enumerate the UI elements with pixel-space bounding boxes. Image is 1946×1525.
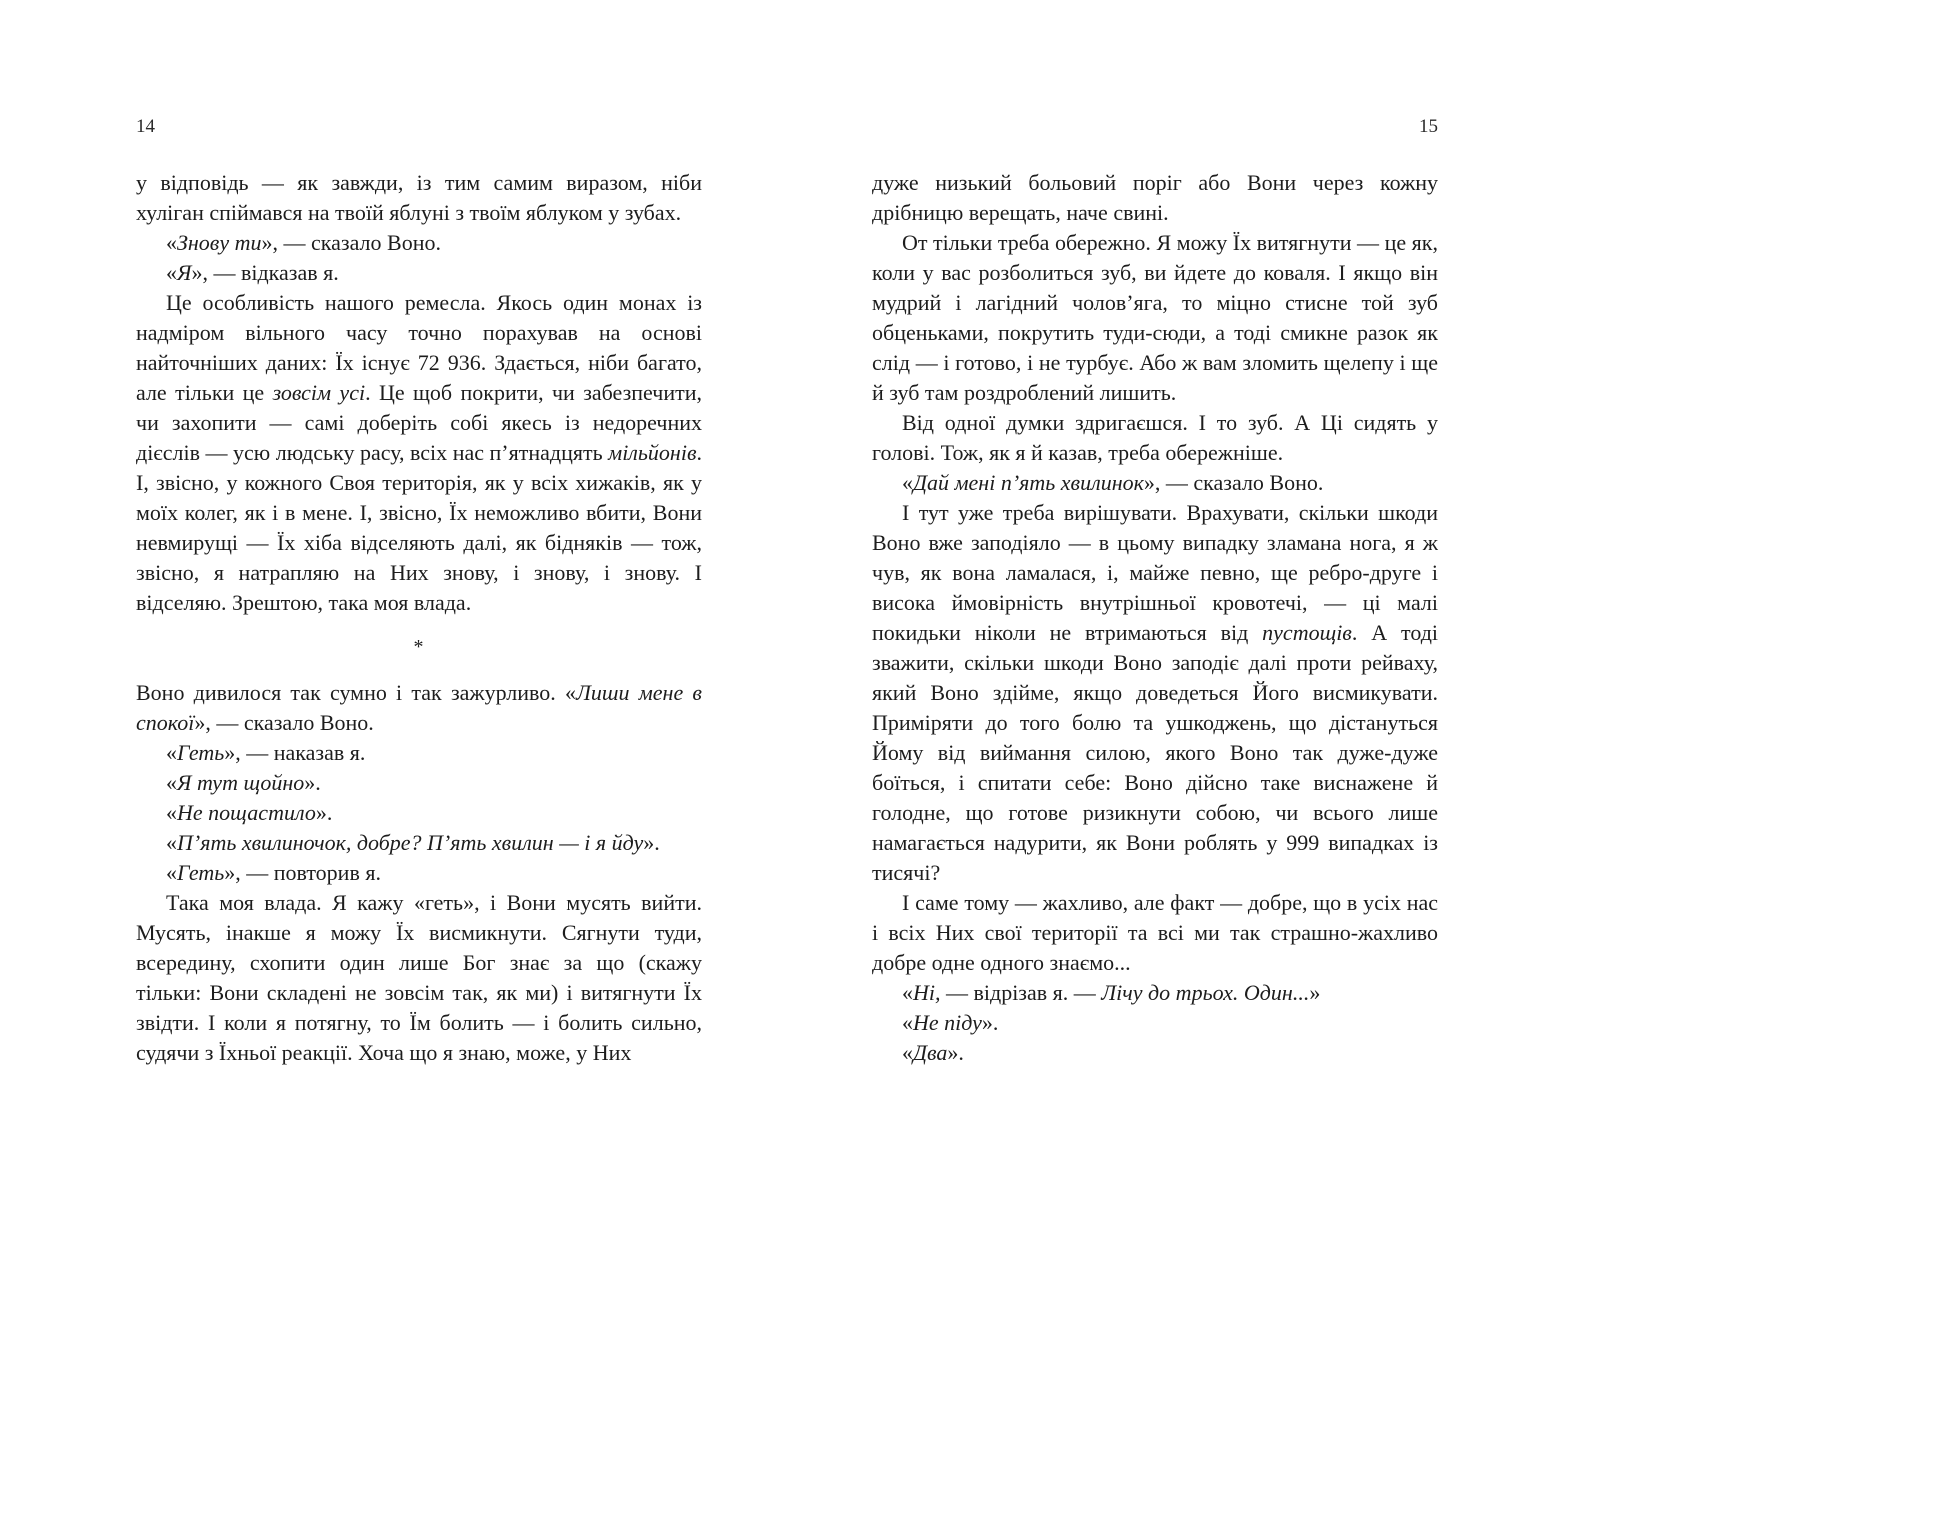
text-run-italic: Знову ти [177,230,262,255]
paragraph [136,858,702,888]
paragraph [872,498,1438,888]
paragraph [872,978,1438,1008]
text-run: * [413,636,425,658]
text-run: « [902,1010,913,1035]
text-run-italic: Геть [177,860,225,885]
text-run: », — відказав я. [191,260,339,285]
text-run-italic: Я [177,260,192,285]
text-run: ». [643,830,660,855]
text-run: . А тоді зважити, скільки шкоди Воно заподіє далі проти рейваху, який Воно здійме, якщо доведеться Його висмикувати. Приміряти до того болю та ушкоджень, що дістануться Йому від виймання силою, якого Воно так дуже-дуже боїться, і спитати себе: Воно дійсно таке виснажене й голодне, що готове ризикнути собою, чи всього лише намагається надурити, як Вони роблять у 999 випадках із тисячі? [872,620,1438,885]
paragraph [872,228,1438,408]
text-run: ». [981,1010,999,1035]
page-number-left: 14 [136,116,155,137]
page-left [136,116,702,1068]
page-number-right: 15 [1419,116,1438,137]
text-run: « [166,260,177,285]
text-run: І тут уже треба вирішувати. Врахувати, скільки шкоди Воно вже заподіяло — в цьому випадку зламана нога, я ж чув, як вона ламалася, і, майже певно, ще ребро-друге і висока ймовірність внутрішньої кровотечі, — ці малі покидьки ніколи не втримаються від [872,500,1438,645]
text-run: », — сказало Воно. [1143,470,1324,495]
paragraph [872,1038,1438,1068]
text-run: « [166,740,177,765]
text-run: . І, звісно, у кожного Своя територія, як у всіх хижаків, як у моїх колег, як і в мене. І, звісно, Їх неможливо вбити, Вони невмирущі — Їх хіба відселяють далі, як бідняків — тож, звісно, я натрапляю на Них знову, і знову, і знову. І відселяю. Зрештою, така моя влада. [136,440,702,615]
text-run-italic: пустощів [1262,620,1352,645]
page-right [872,116,1438,1068]
paragraph [136,828,702,858]
text-run: », — повторив я. [224,860,381,885]
text-run: Від одної думки здригаєшся. І то зуб. А Ці сидять у голові. Тож, як я й казав, треба обережніше. [872,410,1438,465]
text-run: І саме тому — жахливо, але факт — добре, що в усіх нас і всіх Них свої території та всі ми так страшно-жахливо добре одне одного знаємо... [872,890,1438,975]
text-run: ». [304,770,321,795]
text-run-italic: Дай мені п’ять хвилинок [913,470,1144,495]
text-run: ». [315,800,333,825]
paragraph [136,678,702,738]
text-run-italic: Не піду [913,1010,982,1035]
text-run-italic: Я тут щойно [177,770,305,795]
text-run: « [166,800,177,825]
paragraph [136,888,702,1068]
text-run: Це особливість нашого ремесла. Якось один монах із надміром вільного часу точно порахував на основі найточніших даних: Їх існує 72 936. Здається, ніби багато, але тільки це [136,290,702,405]
paragraph [872,1008,1438,1038]
text-run: « [902,980,913,1005]
section-separator [136,632,702,662]
text-run-italic: Не пощастило [177,800,316,825]
text-run: у відповідь — як завжди, із тим самим виразом, ніби хуліган спіймався на твоїй яблуні з твоїм яблуком у зубах. [136,170,702,225]
text-run-italic: П’ять хвилиночок, добре? П’ять хвилин — і я йду [177,830,644,855]
text-run-italic: мільйонів [608,440,697,465]
paragraph [136,738,702,768]
text-run: « [166,830,177,855]
text-run: », — сказало Воно. [194,710,374,735]
text-run: От тільки треба обережно. Я можу Їх витягнути — це як, коли у вас розболиться зуб, ви йдете до коваля. І якщо він мудрий і лагідний чолов’яга, то міцно стисне той зуб обценьками, покрутить туди-сюди, а тоді смикне разок як слід — і готово, і не турбує. Або ж вам зломить щелепу і ще й зуб там роздроблений лишить. [872,230,1438,405]
text-run: « [166,230,177,255]
paragraph [136,258,702,288]
paragraph [872,408,1438,468]
paragraph [136,288,702,618]
text-run: « [166,860,177,885]
text-run-italic: Два [913,1040,948,1065]
page-text-right [872,168,1438,1068]
text-run-italic: Лиши мене в спокої [136,680,702,735]
text-run: ». [947,1040,964,1065]
text-run-italic: Лічу до трьох. Один... [1101,980,1310,1005]
text-run: « [166,770,177,795]
text-run: « [902,470,913,495]
text-run: . Це щоб покрити, чи забезпечити, чи захопити — самі доберіть собі якесь із недоречних дієслів — усю людську расу, всіх нас п’ятнадцять [136,380,702,465]
text-run: » [1309,980,1321,1005]
text-run: Така моя влада. Я кажу «геть», і Вони мусять вийти. Мусять, інакше я можу Їх висмикнути. Сягнути туди, всередину, схопити один лише Бог знає за що (скажу тільки: Вони складені не зовсім так, як ми) і витягнути Їх звідти. І коли я потягну, то Їм болить — і болить сильно, судячи з Їхньої реакції. Хоча що я знаю, може, у Них [136,890,702,1065]
paragraph [136,768,702,798]
text-run-italic: Ні, [913,980,941,1005]
text-run: Воно дивилося так сумно і так зажурливо. « [136,680,577,705]
paragraph [872,168,1438,228]
paragraph [872,888,1438,978]
paragraph [872,468,1438,498]
page-text-left [136,168,702,1068]
paragraph [136,798,702,828]
text-run: — відрізав я. — [940,980,1102,1005]
paragraph [136,168,702,228]
paragraph [136,228,702,258]
text-run-italic: зовсім усі [272,380,366,405]
text-run-italic: Геть [177,740,225,765]
text-run: », — наказав я. [224,740,366,765]
text-run: « [902,1040,913,1065]
text-run: », — сказало Воно. [261,230,441,255]
text-run: дуже низький больовий поріг або Вони через кожну дрібницю верещать, наче свині. [872,170,1438,225]
